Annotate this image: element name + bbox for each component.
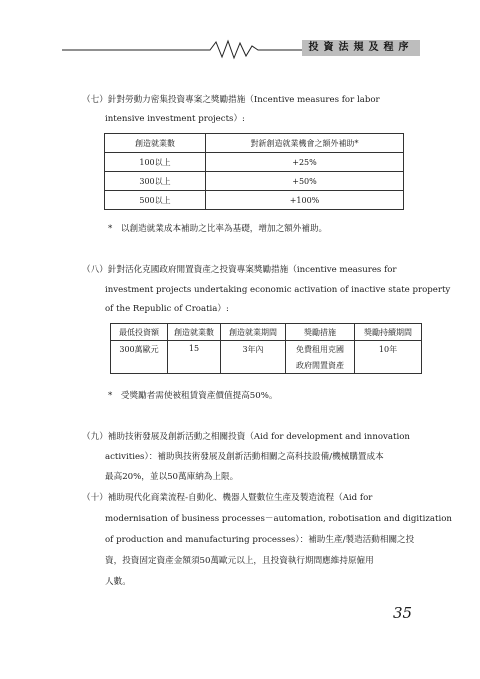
table-header-cell: 對新創造就業機會之額外補助* bbox=[206, 134, 404, 153]
table-header-cell: 獎勵持續期間 bbox=[355, 324, 422, 341]
table-cell: +100% bbox=[206, 191, 404, 210]
sec10-line1: （十）補助現代化商業流程-自動化、機器人暨數位生產及製造流程（Aid for bbox=[82, 493, 373, 503]
table-cell: 政府閒置資產 bbox=[286, 357, 355, 374]
table-cell: +50% bbox=[206, 172, 404, 191]
table-row bbox=[105, 191, 404, 210]
page-number: 35 bbox=[393, 604, 413, 622]
table-cell: 3年內 bbox=[221, 341, 286, 374]
sec8-heading-line1: （八）針對活化克國政府閒置資產之投資專案獎勵措施（incentive measures for bbox=[82, 265, 397, 275]
sec7-heading-line1: （七）針對勞動力密集投資專案之獎勵措施（Incentive measures for labor bbox=[82, 95, 380, 105]
table-cell: 15 bbox=[168, 341, 221, 374]
sec9-line3: 最高20%，並以50萬庫納為上限。 bbox=[105, 472, 239, 482]
sec10-line5: 人數。 bbox=[105, 577, 131, 587]
table-cell: 300萬歐元 bbox=[111, 341, 168, 374]
table-cell: 300以上 bbox=[105, 172, 206, 191]
sec8-heading-line2: investment projects undertaking economic activation of inactive state property bbox=[105, 285, 451, 295]
table-cell: 免費租用克國 bbox=[286, 341, 355, 358]
sec8-note: * 受獎勵者需使被租賃資產價值提高50%。 bbox=[108, 391, 278, 401]
table-header-cell: 創造就業期間 bbox=[221, 324, 286, 341]
sec7-note: * 以創造就業成本補助之比率為基礎，增加之額外補助。 bbox=[108, 224, 328, 234]
table-header-cell: 創造就業數 bbox=[105, 134, 206, 153]
incentive-table-state-property bbox=[110, 323, 422, 374]
sec8-heading-line3: of the Republic of Croatia）: bbox=[105, 304, 229, 314]
table-row bbox=[105, 153, 404, 172]
table-header-cell: 最低投資額 bbox=[111, 324, 168, 341]
sec7-heading-line2: intensive investment projects）: bbox=[105, 114, 245, 124]
table-row bbox=[105, 172, 404, 191]
sec10-line3: of production and manufacturing processes）：補助生產/製造活動相關之投 bbox=[105, 535, 415, 545]
sec10-line2: modernisation of business processes－automation, robotisation and digitization bbox=[105, 514, 452, 524]
table-header-cell: 獎勵措施 bbox=[286, 324, 355, 341]
table-cell: 500以上 bbox=[105, 191, 206, 210]
pulse-line-icon bbox=[62, 38, 302, 60]
table-cell: +25% bbox=[206, 153, 404, 172]
table-header-cell: 創造就業數 bbox=[168, 324, 221, 341]
table-header-row bbox=[105, 134, 404, 153]
table-cell: 100以上 bbox=[105, 153, 206, 172]
page-header bbox=[62, 38, 420, 60]
sec10-line4: 資，投資固定資產金額須50萬歐元以上，且投資執行期間應維持原僱用 bbox=[105, 556, 374, 566]
sec9-line1: （九）補助技術發展及創新活動之相關投資（Aid for development and innovation bbox=[82, 432, 410, 442]
sec9-line2: activities）：補助與技術發展及創新活動相關之高科技設備/機械購置成本 bbox=[105, 452, 384, 462]
incentive-table-labor bbox=[104, 133, 404, 210]
table-header-row bbox=[111, 324, 422, 341]
table-row bbox=[111, 341, 422, 358]
table-cell: 10年 bbox=[355, 341, 422, 374]
header-title: 投資法規及程序 bbox=[302, 40, 420, 56]
